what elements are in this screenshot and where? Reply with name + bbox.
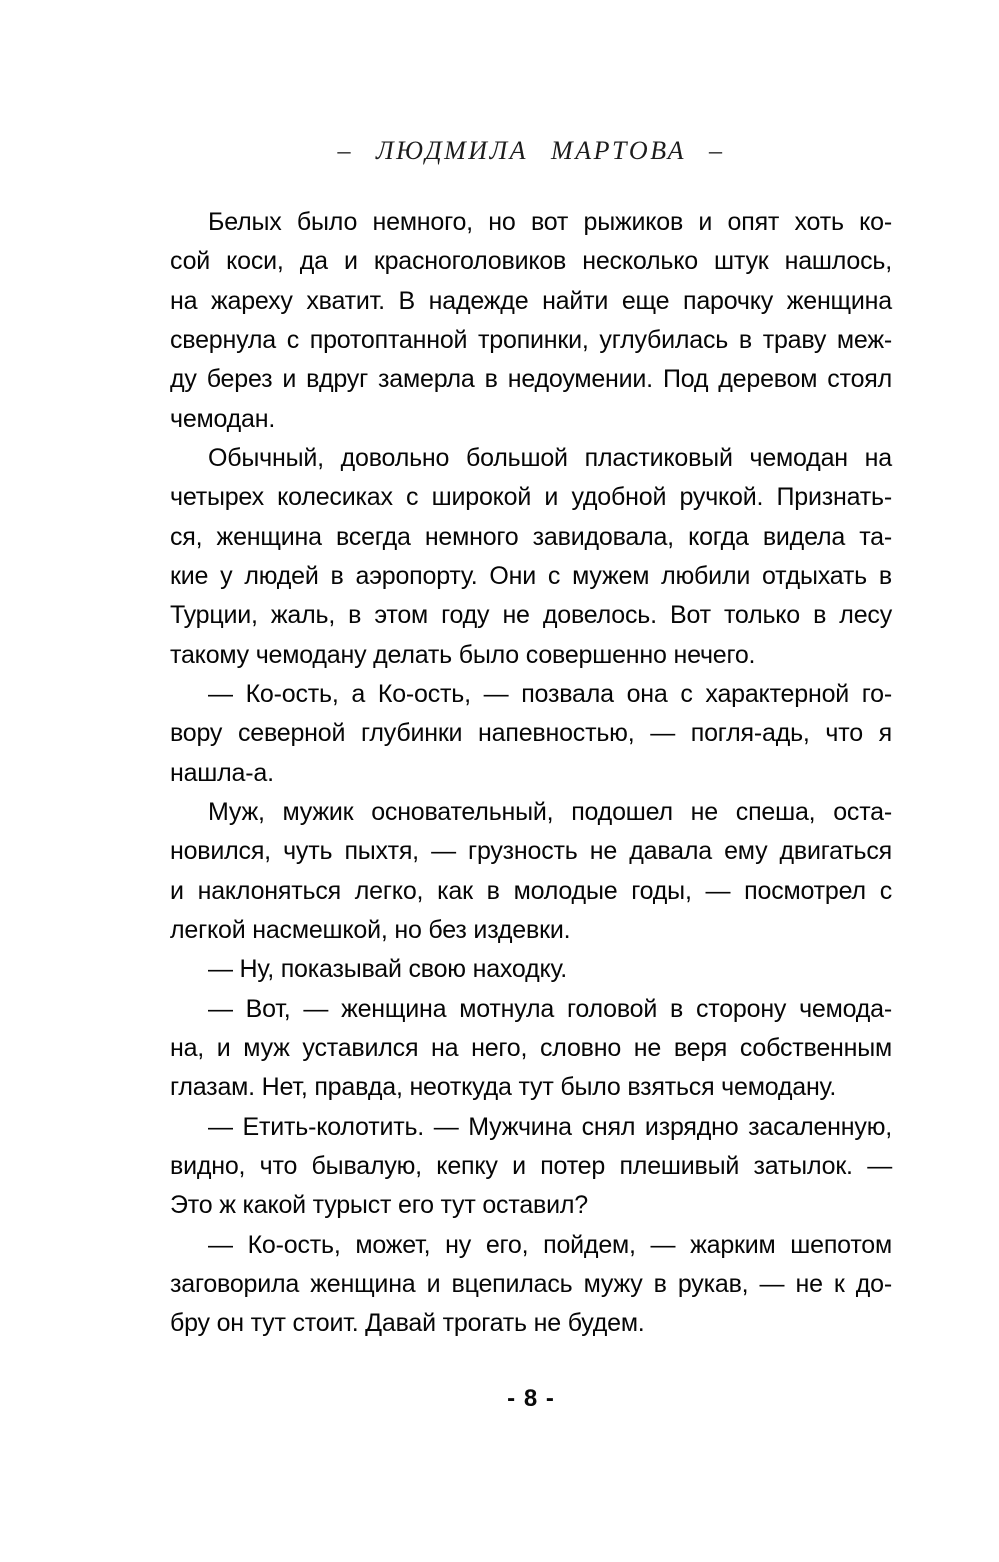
paragraph [170,793,892,950]
text-line: четырех колесиках с широкой и удобной ручкой. Признать- [170,483,892,512]
text-line: новился, чуть пыхтя, — грузность не давала ему двигаться [170,837,892,866]
text-line: на, и муж уставился на него, словно не веря собственным [170,1033,892,1062]
running-header: – ЛЮДМИЛА МАРТОВА – [337,136,725,165]
text-line: — Ну, показывай свою находку. [208,955,568,984]
paragraph [170,439,892,675]
paragraph [170,1108,892,1226]
text-line: вору северной глубинки напевностью, — погля-адь, что я [170,719,892,748]
text-line: свернула с протоптанной тропинки, углубилась в траву меж- [170,325,892,354]
text-line: Турции, жаль, в этом году не довелось. Вот только в лесу [170,601,892,630]
text-line: сой коси, да и красноголовиков несколько штук нашлось, [170,247,892,276]
text-line: — Ко-ость, может, ну его, пойдем, — жарким шепотом [208,1230,892,1259]
text-line: — Вот, — женщина мотнула головой в сторону чемода- [208,994,892,1023]
text-line: нашла-а. [170,758,274,787]
text-line: Белых было немного, но вот рыжиков и опят хоть ко- [208,208,892,236]
text-line: глазам. Нет, правда, неоткуда тут было взяться чемодану. [170,1073,837,1102]
paragraph [170,990,892,1108]
text-line: Обычный, довольно большой пластиковый чемодан на [208,443,892,472]
page-number: - 8 - [507,1385,555,1412]
paragraph [170,675,892,793]
text-line: Это ж какой турыст его тут оставил? [170,1191,588,1220]
paragraph [170,203,892,439]
text-line: на жареху хватит. В надежде найти еще парочку женщина [170,286,892,315]
text-line: легкой насмешкой, но без издевки. [170,915,571,944]
text-line: ся, женщина всегда немного завидовала, когда видела та- [170,522,892,551]
text-line: Муж, мужик основательный, подошел не спеша, оста- [208,797,892,826]
page-text [170,203,892,1344]
text-line: ду берез и вдруг замерла в недоумении. Под деревом стоял [170,365,892,394]
text-line: чемодан. [170,404,276,433]
paragraph [170,950,892,989]
paragraph [170,1226,892,1344]
text-line: — Етить-колотить. — Мужчина снял изрядно засаленную, [208,1112,892,1141]
text-line: — Ко-ость, а Ко-ость, — позвала она с характерной го- [208,679,892,708]
text-line: и наклоняться легко, как в молодые годы, — посмотрел с [170,876,892,905]
text-line: бру он тут стоит. Давай трогать не будем. [170,1309,645,1338]
text-line: такому чемодану делать было совершенно нечего. [170,640,756,669]
text-line: заговорила женщина и вцепилась мужу в рукав, — не к до- [170,1269,892,1298]
text-line: видно, что бывалую, кепку и потер плешивый затылок. — [170,1151,892,1180]
text-line: кие у людей в аэропорту. Они с мужем любили отдыхать в [170,561,892,590]
